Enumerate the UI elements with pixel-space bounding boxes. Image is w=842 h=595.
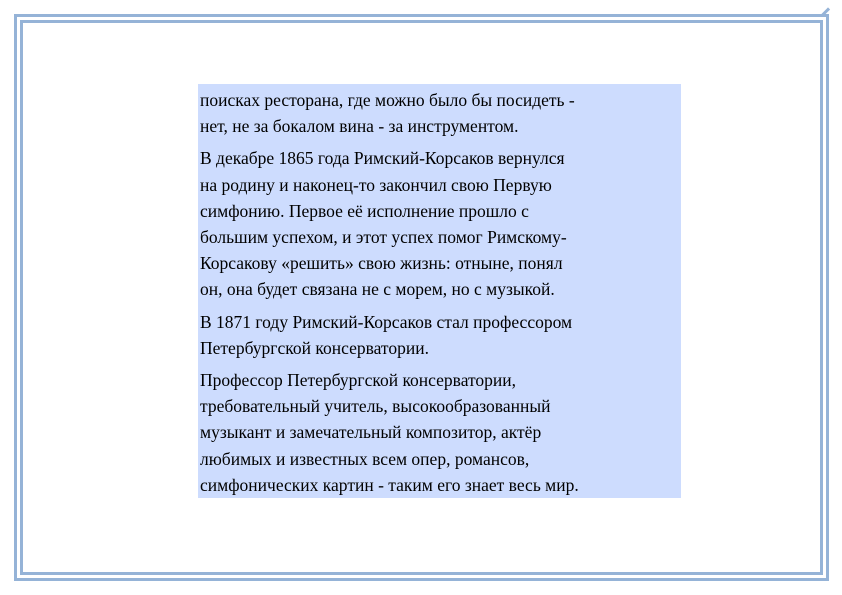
text-line: В декабре 1865 года Римский-Корсаков вернулся [200, 148, 565, 169]
text-line: Профессор Петербургской консерватории, [200, 370, 517, 391]
text-block [198, 84, 681, 498]
text-line: на родину и наконец-то закончил свою Первую [200, 174, 552, 195]
text-line: поисках ресторана, где можно было бы посидеть - [200, 90, 575, 110]
paragraph-known-worldwide [200, 367, 681, 498]
paragraph-restaurant [200, 87, 681, 139]
text-line: Петербургской консерватории. [200, 337, 429, 358]
text-line: он, она будет связана не с морем, но с музыкой. [200, 279, 555, 300]
text-line: большим успехом, и этот успех помог Римскому- [200, 227, 567, 248]
text-line: симфонических картин - таким его знает весь мир. [200, 474, 579, 495]
paragraph-first-symphony [200, 145, 681, 302]
paragraph-professor-1871 [200, 309, 681, 361]
text-line: Корсакову «решить» свою жизнь: отныне, понял [200, 253, 563, 274]
text-line: симфонию. Первое её исполнение прошло с [200, 200, 529, 221]
text-line: нет, не за бокалом вина - за инструментом. [200, 116, 519, 137]
text-line: любимых и известных всем опер, романсов, [200, 448, 530, 469]
text-line: музыкант и замечательный композитор, актёр [200, 422, 542, 443]
text-line: В 1871 году Римский-Корсаков стал профессором [200, 311, 573, 332]
text-line: требовательный учитель, высокообразованный [200, 396, 551, 417]
